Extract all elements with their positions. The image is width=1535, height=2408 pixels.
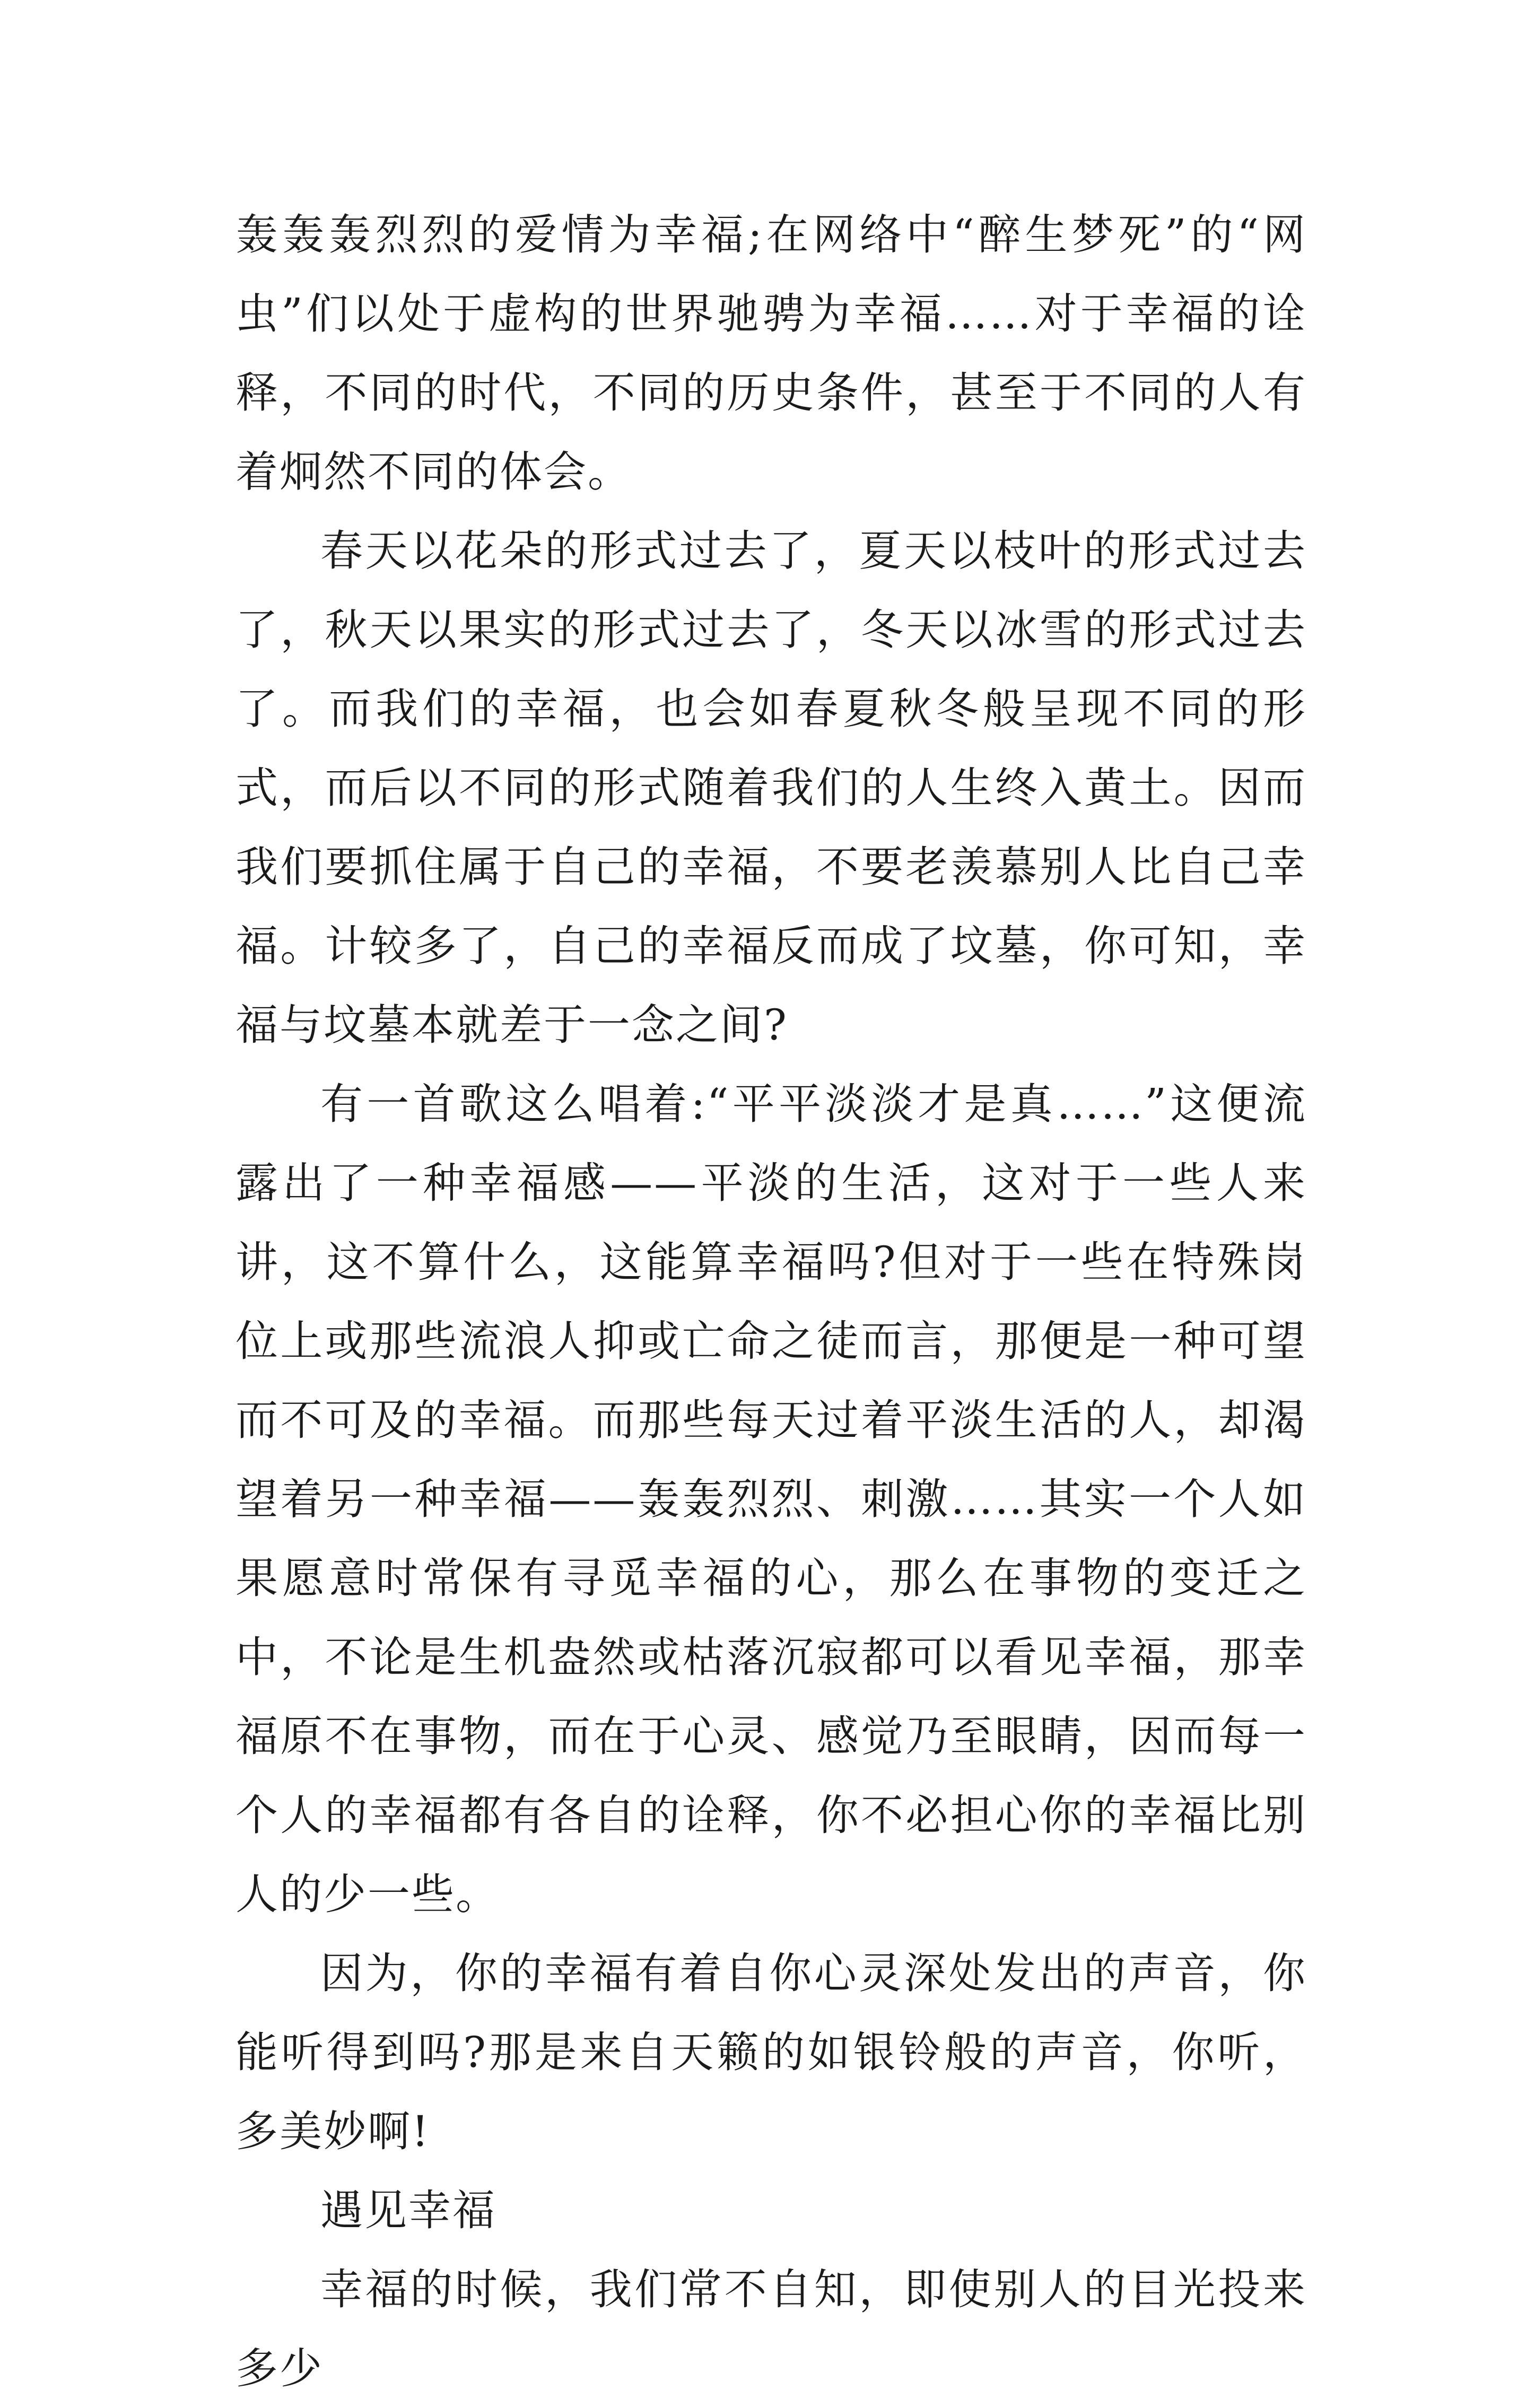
paragraph: 有一首歌这么唱着:“平平淡淡才是真……”这便流露出了一种幸福感——平淡的生活，这对于一些人来讲，这不算什么，这能算幸福吗?但对于一些在特殊岗位上或那些流浪人抑或亡命之徒而言，那便是一种可望而不可及的幸福。而那些每天过着平淡生活的人，却渴望着另一种幸福——轰轰烈烈、刺激……其实一个人如果愿意时常保有寻觅幸福的心，那么在事物的变迁之中，不论是生机盎然或枯落沉寂都可以看见幸福，那幸福原不在事物，而在于心灵、感觉乃至眼睛，因而每一个人的幸福都有各自的诠释，你不必担心你的幸福比别人的少一些。 [236,1079,1307,1919]
paragraph: 幸福的时候，我们常不自知，即使别人的目光投来多少 [236,2265,1307,2393]
body-text [236,195,1307,2408]
paragraph: 轰轰轰烈烈的爱情为幸福;在网络中“醉生梦死”的“网虫”们以处于虚构的世界驰骋为幸福……对于幸福的诠释，不同的时代，不同的历史条件，甚至于不同的人有着炯然不同的体会。 [236,210,1307,496]
section-heading: 遇见幸福 [320,2186,496,2235]
paragraph: 春天以花朵的形式过去了，夏天以枝叶的形式过去了，秋天以果实的形式过去了，冬天以冰雪的形式过去了。而我们的幸福，也会如春夏秋冬般呈现不同的形式，而后以不同的形式随着我们的人生终入黄土。因而我们要抓住属于自己的幸福，不要老羡慕别人比自己幸福。计较多了，自己的幸福反而成了坟墓，你可知，幸福与坟墓本就差于一念之间? [236,526,1307,1050]
paragraph: 因为，你的幸福有着自你心灵深处发出的声音，你能听得到吗?那是来自天籁的如银铃般的声音，你听，多美妙啊! [236,1949,1307,2156]
